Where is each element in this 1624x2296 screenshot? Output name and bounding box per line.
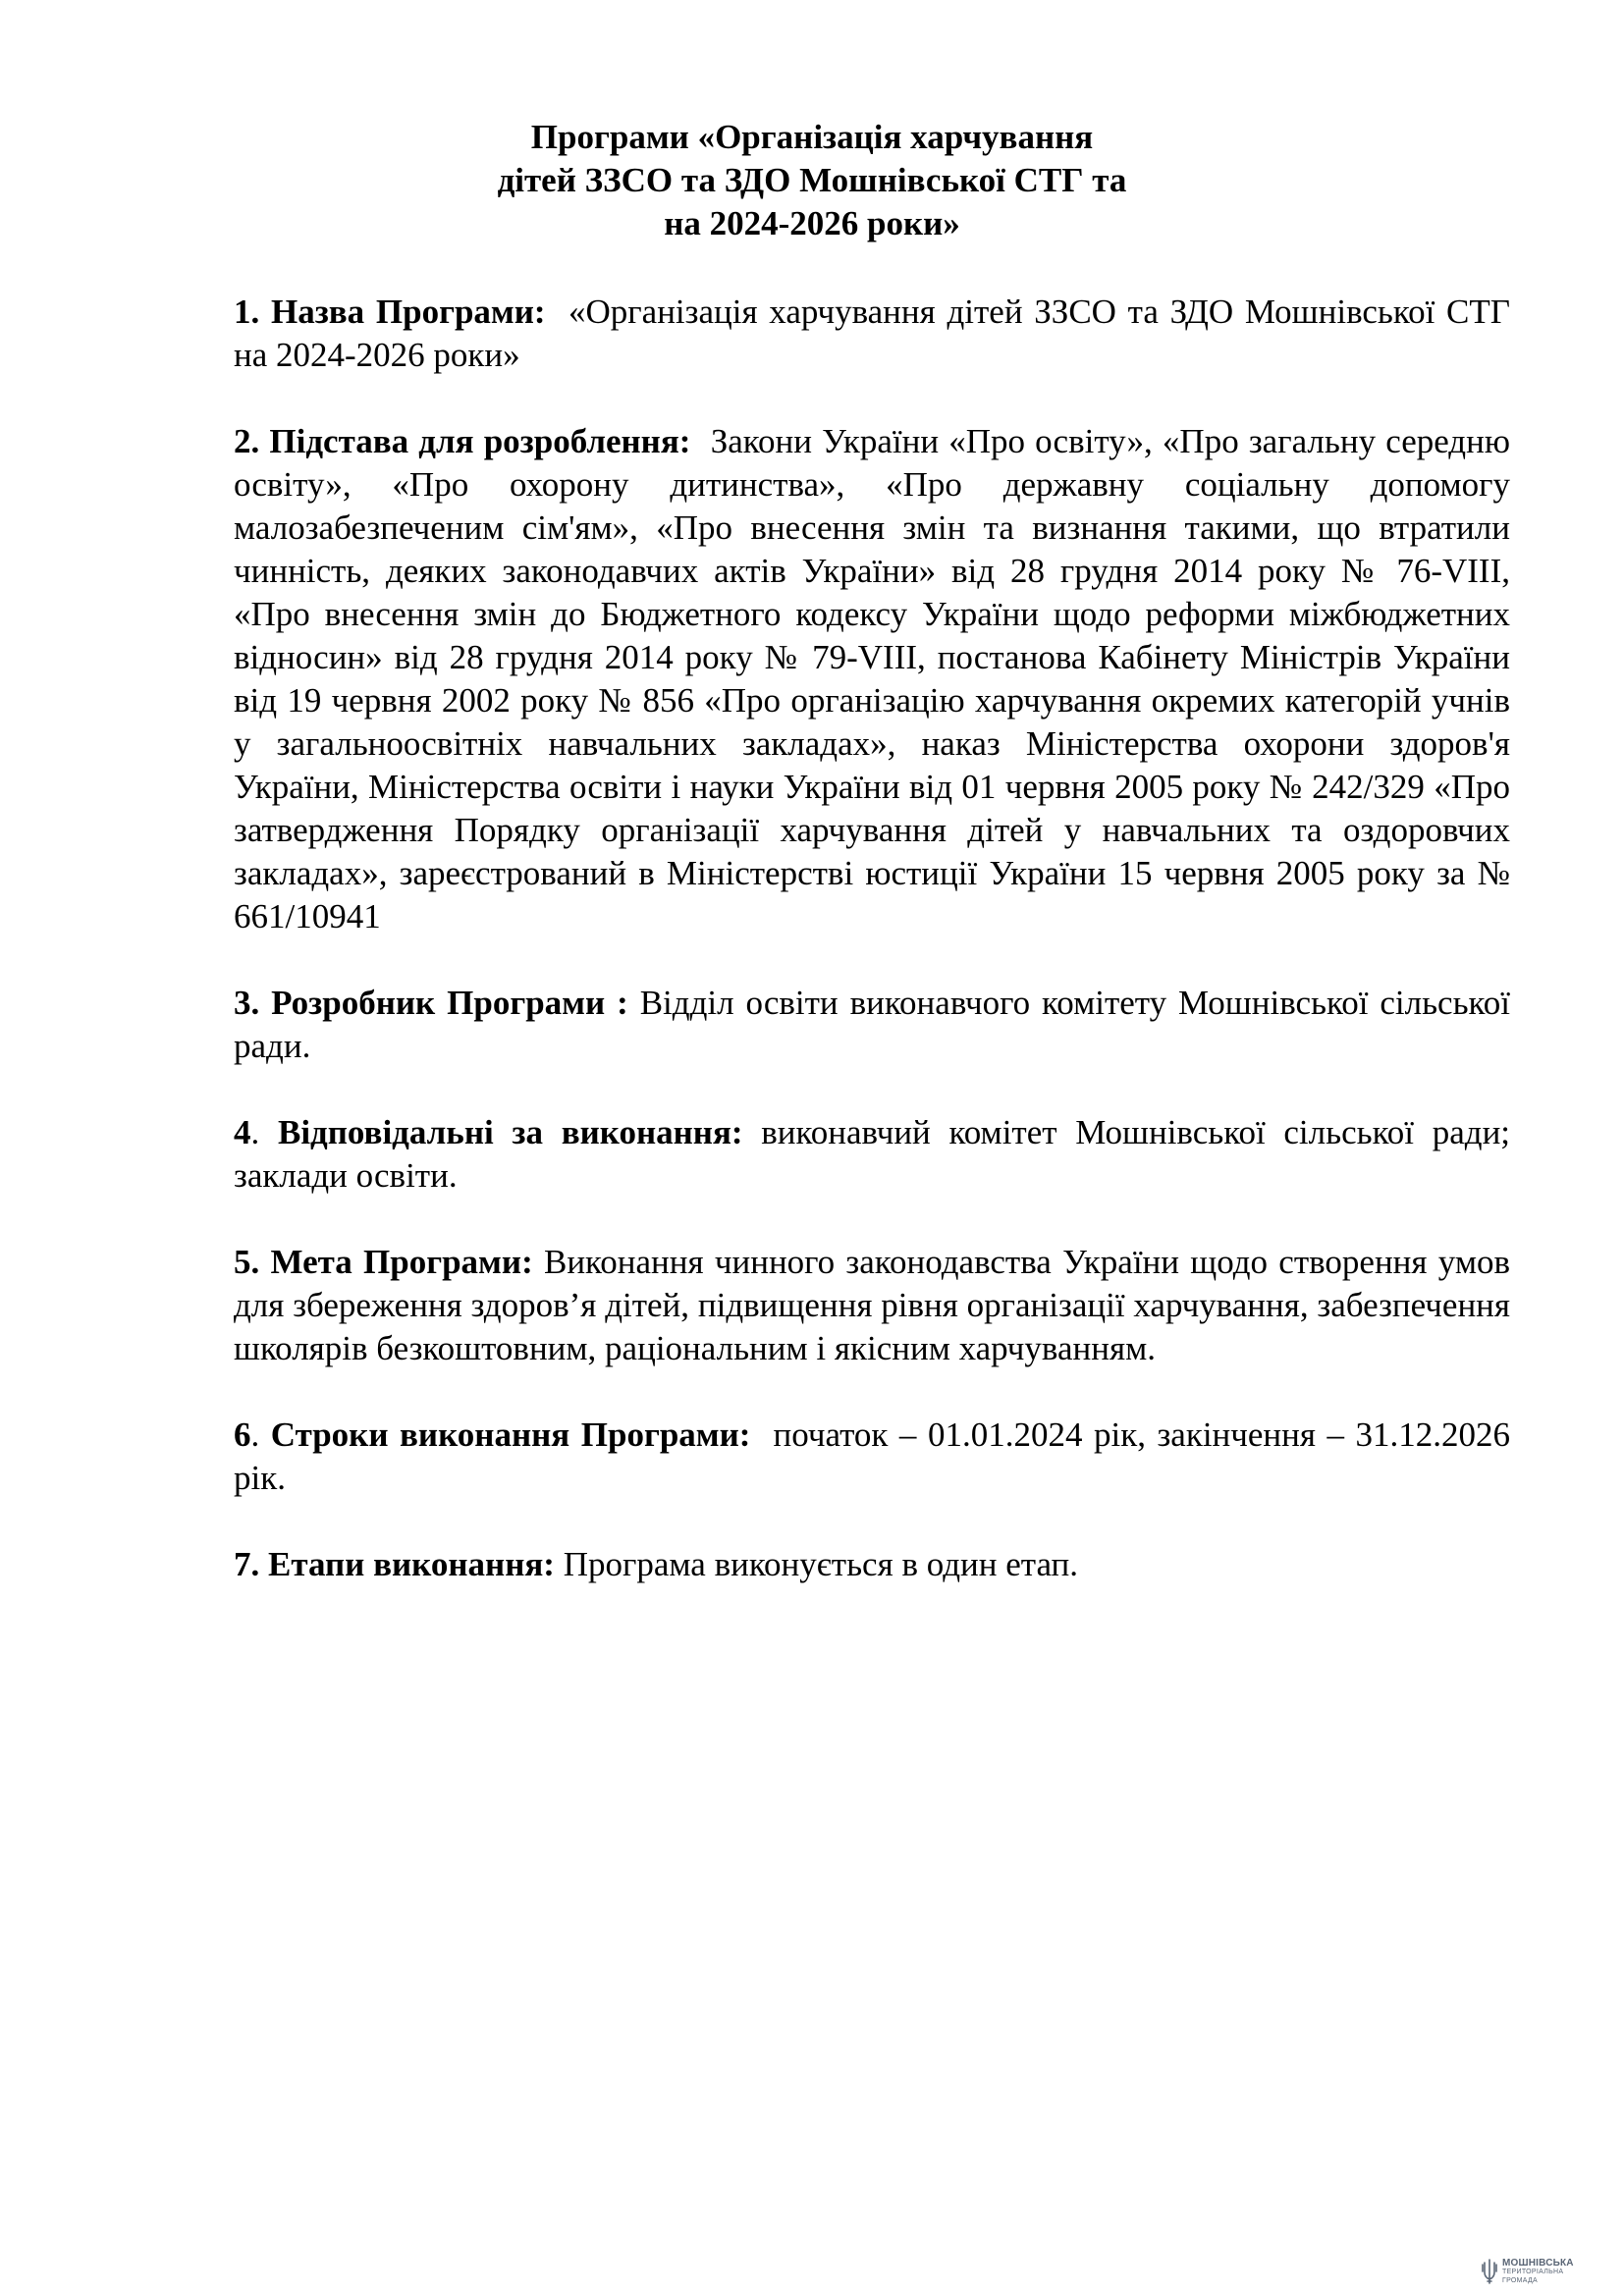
section-5-heading: Мета Програми: xyxy=(270,1243,533,1281)
section-terms: 6. Строки виконання Програми: початок – 01.01.2024 рік, закінчення – 31.12.2026 рік. xyxy=(234,1415,1511,1497)
section-3-heading: Розробник Програми : xyxy=(271,984,628,1022)
section-7-number: 7. xyxy=(234,1545,260,1583)
section-5-text: Виконання чинного законодавства України щодо створення умов для збереження здоров’я дітей, підвищення рівня організації харчування, забезпечення школярів безкоштовним, раціональним і якісним харчуванням. xyxy=(234,1243,1510,1367)
section-6-heading: Строки виконання Програми: xyxy=(270,1415,751,1454)
document-body xyxy=(234,291,1510,1629)
section-responsible: 4. Відповідальні за виконання: виконавчий комітет Мошнівської сільської ради; заклади освіти. xyxy=(234,1113,1511,1195)
section-2-number: 2. xyxy=(234,422,260,460)
title-line-3: на 2024-2026 роки» xyxy=(664,204,960,242)
section-basis xyxy=(234,420,1510,938)
logo-line-2: ТЕРИТОРІАЛЬНА xyxy=(1502,2268,1564,2275)
section-3-number: 3. xyxy=(234,984,260,1022)
logo-text xyxy=(1502,2259,1574,2285)
logo-line-1: МОШНІВСЬКА xyxy=(1502,2257,1574,2269)
title-line-1: Програми «Організація харчування xyxy=(530,118,1094,156)
section-6-text: початок – 01.01.2024 рік, закінчення – 31.12.2026 рік. xyxy=(234,1415,1511,1497)
section-2-heading: Підстава для розроблення: xyxy=(269,422,691,460)
trident-icon xyxy=(1482,2259,1497,2284)
section-4-number: 4 xyxy=(234,1113,251,1151)
community-logo xyxy=(1482,2254,1599,2289)
section-4-heading: Відповідальні за виконання: xyxy=(277,1113,743,1151)
section-stages xyxy=(234,1543,1510,1586)
section-4-text: виконавчий комітет Мошнівської сільської ради; заклади освіти. xyxy=(234,1113,1511,1195)
section-program-name xyxy=(234,291,1510,377)
logo-line-3: ГРОМАДА xyxy=(1502,2276,1538,2284)
section-1-text: «Організація харчування дітей ЗЗСО та ЗДО Мошнівської СТГ на 2024-2026 роки» xyxy=(234,293,1511,374)
section-7-heading: Етапи виконання: xyxy=(268,1545,555,1583)
section-7-text: Програма виконується в один етап. xyxy=(563,1545,1079,1583)
document-title xyxy=(295,116,1329,245)
section-1-heading: Назва Програми: xyxy=(270,293,546,331)
section-1-number: 1. xyxy=(234,293,260,331)
section-6-number: 6 xyxy=(234,1415,251,1454)
section-2-text: Закони України «Про освіту», «Про загальну середню освіту», «Про охорону дитинства», «Про державну соціальну допомогу малозабезпеченим сім'ям», «Про внесення змін та визнання такими, що втратили чинність, деяких законодавчих актів України» від 28 грудня 2014 року № 76-VIII, «Про внесення змін до Бюджетного кодексу України щодо реформи міжбюджетних відносин» від 28 грудня 2014 року № 79-VIII, постанова Кабінету Міністрів України від 19 червня 2002 року № 856 «Про організацію харчування окремих категорій учнів у загальноосвітніх навчальних закладах», наказ Міністерства охорони здоров'я України, Міністерства освіти і науки України від 01 червня 2005 року № 242/329 «Про затвердження Порядку організації харчування дітей у навчальних та оздоровчих закладах», зареєстрований в Міністерстві юстиції України 15 червня 2005 року за № 661/10941 xyxy=(234,422,1510,935)
section-goal xyxy=(234,1241,1510,1370)
section-5-number: 5. xyxy=(234,1243,260,1281)
title-line-2: дітей ЗЗСО та ЗДО Мошнівської СТГ та xyxy=(497,161,1127,199)
section-developer xyxy=(234,982,1510,1068)
section-3-text: Відділ освіти виконавчого комітету Мошнівської сільської ради. xyxy=(234,984,1511,1065)
